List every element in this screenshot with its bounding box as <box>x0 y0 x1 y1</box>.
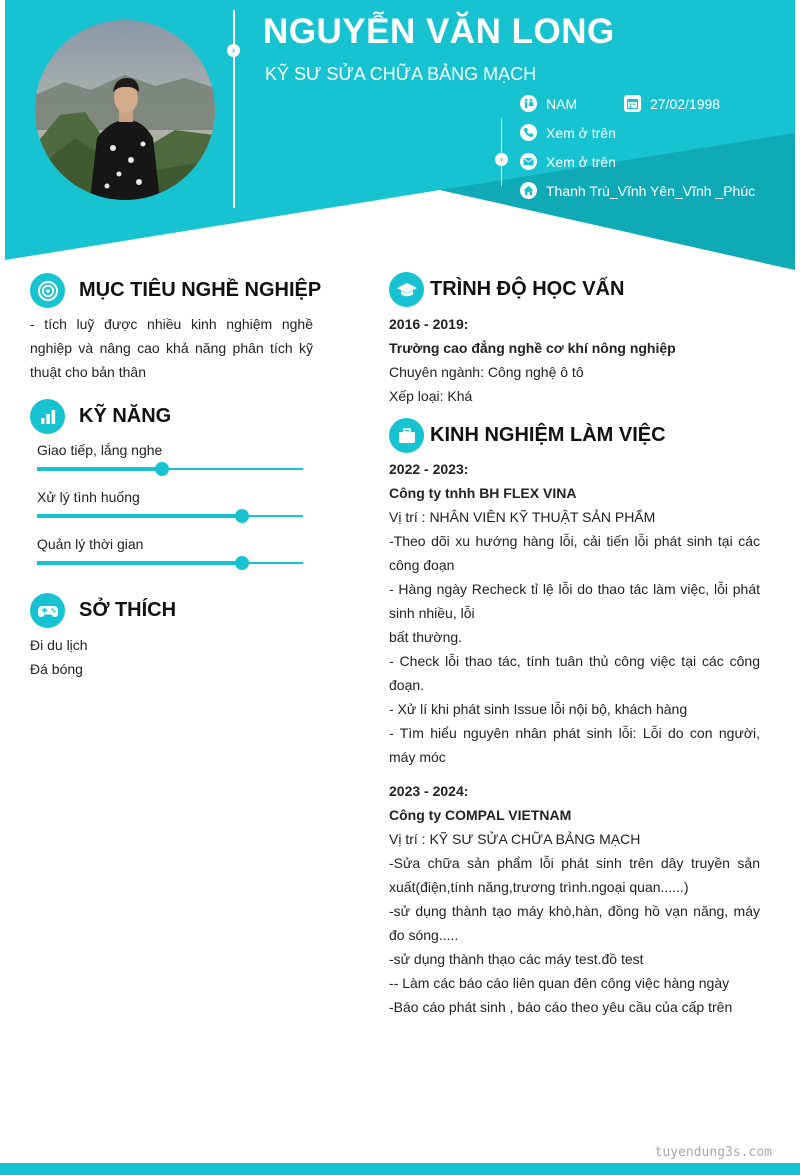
job-company: Công ty COMPAL VIETNAM <box>389 807 572 823</box>
job-duty: -Báo cáo phát sinh , báo cáo theo yêu cầu của cấp trên <box>389 999 733 1015</box>
skill-label: Xử lý tình huống <box>37 489 140 505</box>
education-period: 2016 - 2019: <box>389 316 469 332</box>
objective-section-header <box>30 273 321 308</box>
experience-section-header <box>389 418 666 453</box>
profile-photo <box>35 20 215 200</box>
education-section-header <box>389 272 624 307</box>
calendar-icon <box>624 95 641 112</box>
footer-bar <box>0 1163 800 1175</box>
briefcase-icon <box>389 418 424 453</box>
chevron-right-icon: › <box>227 44 240 57</box>
hobbies-heading: SỞ THÍCH <box>79 599 177 621</box>
target-icon <box>30 273 65 308</box>
candidate-title: KỸ SƯ SỬA CHỮA BẢNG MẠCH <box>265 64 537 84</box>
hobbies-section-header <box>30 593 176 628</box>
job-duty: - Tìm hiểu nguyên nhân phát sinh lỗi: Lỗi do con người, máy móc <box>389 725 760 765</box>
skill-bar-fill <box>37 467 162 471</box>
candidate-name: NGUYỄN VĂN LONG <box>263 12 615 51</box>
skill-bar-fill <box>37 561 242 565</box>
phone-value: Xem ở trên <box>546 124 616 141</box>
gamepad-icon <box>30 593 65 628</box>
job-duty: -Sửa chữa sản phẩm lỗi phát sinh trên dây truyền sản xuất(điện,tính năng,trương trình.ngoại quan......) <box>389 855 760 895</box>
job-duty: - Xử lí khi phát sinh Issue lỗi nội bộ, khách hàng <box>389 701 688 717</box>
job-duty: -sử dụng thành thạo các máy test.đồ test <box>389 951 644 967</box>
job-duty: -sử dụng thành tạo máy khò,hàn, đồng hồ vạn năng, máy đo sóng..... <box>389 903 760 943</box>
job-position: Vị trí : NHÂN VIÊN KỸ THUẬT SẢN PHẨM <box>389 509 656 525</box>
job-duty: -Theo dõi xu hướng hàng lỗi, cải tiến lỗi phát sinh tại các công đoạn <box>389 533 760 573</box>
watermark: tuyendung3s.com <box>654 1145 772 1160</box>
education-major: Chuyên ngành: Công nghệ ô tô <box>389 364 584 380</box>
objective-text: - tích luỹ được nhiều kinh nghiệm nghề nghiệp và nâng cao khả năng phân tích kỹ thuật cho bản thân <box>30 316 313 380</box>
job-duty: - Check lỗi thao tác, tính tuân thủ công việc tại các công đoạn. <box>389 653 760 693</box>
experience-heading: KINH NGHIỆM LÀM VIỆC <box>430 424 666 446</box>
skill-bar <box>37 468 303 470</box>
birthday-info <box>624 95 720 112</box>
home-icon <box>520 182 537 199</box>
education-school: Trường cao đẳng nghề cơ khí nông nghiệp <box>389 340 676 356</box>
skills-heading: KỸ NĂNG <box>79 405 172 427</box>
skill-bar-fill <box>37 514 242 518</box>
email-info <box>520 153 616 170</box>
contact-divider-line <box>501 118 502 186</box>
graduation-cap-icon <box>389 272 424 307</box>
skill-label: Quản lý thời gian <box>37 536 144 552</box>
header-divider-line <box>233 10 235 208</box>
job-duty: bất thường. <box>389 629 463 645</box>
job-period: 2023 - 2024: <box>389 783 469 799</box>
skills-section-header <box>30 399 171 434</box>
gender-icon <box>520 95 537 112</box>
skill-label: Giao tiếp, lắng nghe <box>37 442 163 458</box>
birthday-value: 27/02/1998 <box>650 95 721 112</box>
avatar <box>35 20 215 200</box>
gender-value: NAM <box>546 95 578 112</box>
job-company: Công ty tnhh BH FLEX VINA <box>389 485 577 501</box>
job-position: Vị trí : KỸ SƯ SỬA CHỮA BẢNG MẠCH <box>389 831 641 847</box>
email-icon <box>520 153 537 170</box>
job-duty: -- Làm các báo cáo liên quan đên công việc hàng ngày <box>389 975 730 991</box>
skill-bar-knob <box>155 462 169 476</box>
phone-icon <box>520 124 537 141</box>
skill-bar <box>37 562 303 564</box>
hobby-item: Đá bóng <box>30 661 83 677</box>
education-rank: Xếp loại: Khá <box>389 388 473 404</box>
education-heading: TRÌNH ĐỘ HỌC VẤN <box>430 278 625 300</box>
address-value: Thanh Trù_Vĩnh Yên_Vĩnh _Phúc <box>546 182 756 199</box>
gender-info <box>520 95 577 112</box>
job-period: 2022 - 2023: <box>389 461 469 477</box>
skill-bar-knob <box>235 556 249 570</box>
skill-bar <box>37 515 303 517</box>
job-duty: - Hàng ngày Recheck tỉ lệ lỗi do thao tác làm việc, lỗi phát sinh nhiều, lỗi <box>389 581 760 621</box>
hobby-item: Đi du lịch <box>30 637 88 653</box>
phone-info <box>520 124 616 141</box>
chevron-right-icon: › <box>495 153 508 166</box>
email-value: Xem ở trên <box>546 153 616 170</box>
objective-heading: MỤC TIÊU NGHỀ NGHIỆP <box>79 279 322 301</box>
skill-bar-knob <box>235 509 249 523</box>
bar-chart-icon <box>30 399 65 434</box>
address-info <box>520 182 755 199</box>
